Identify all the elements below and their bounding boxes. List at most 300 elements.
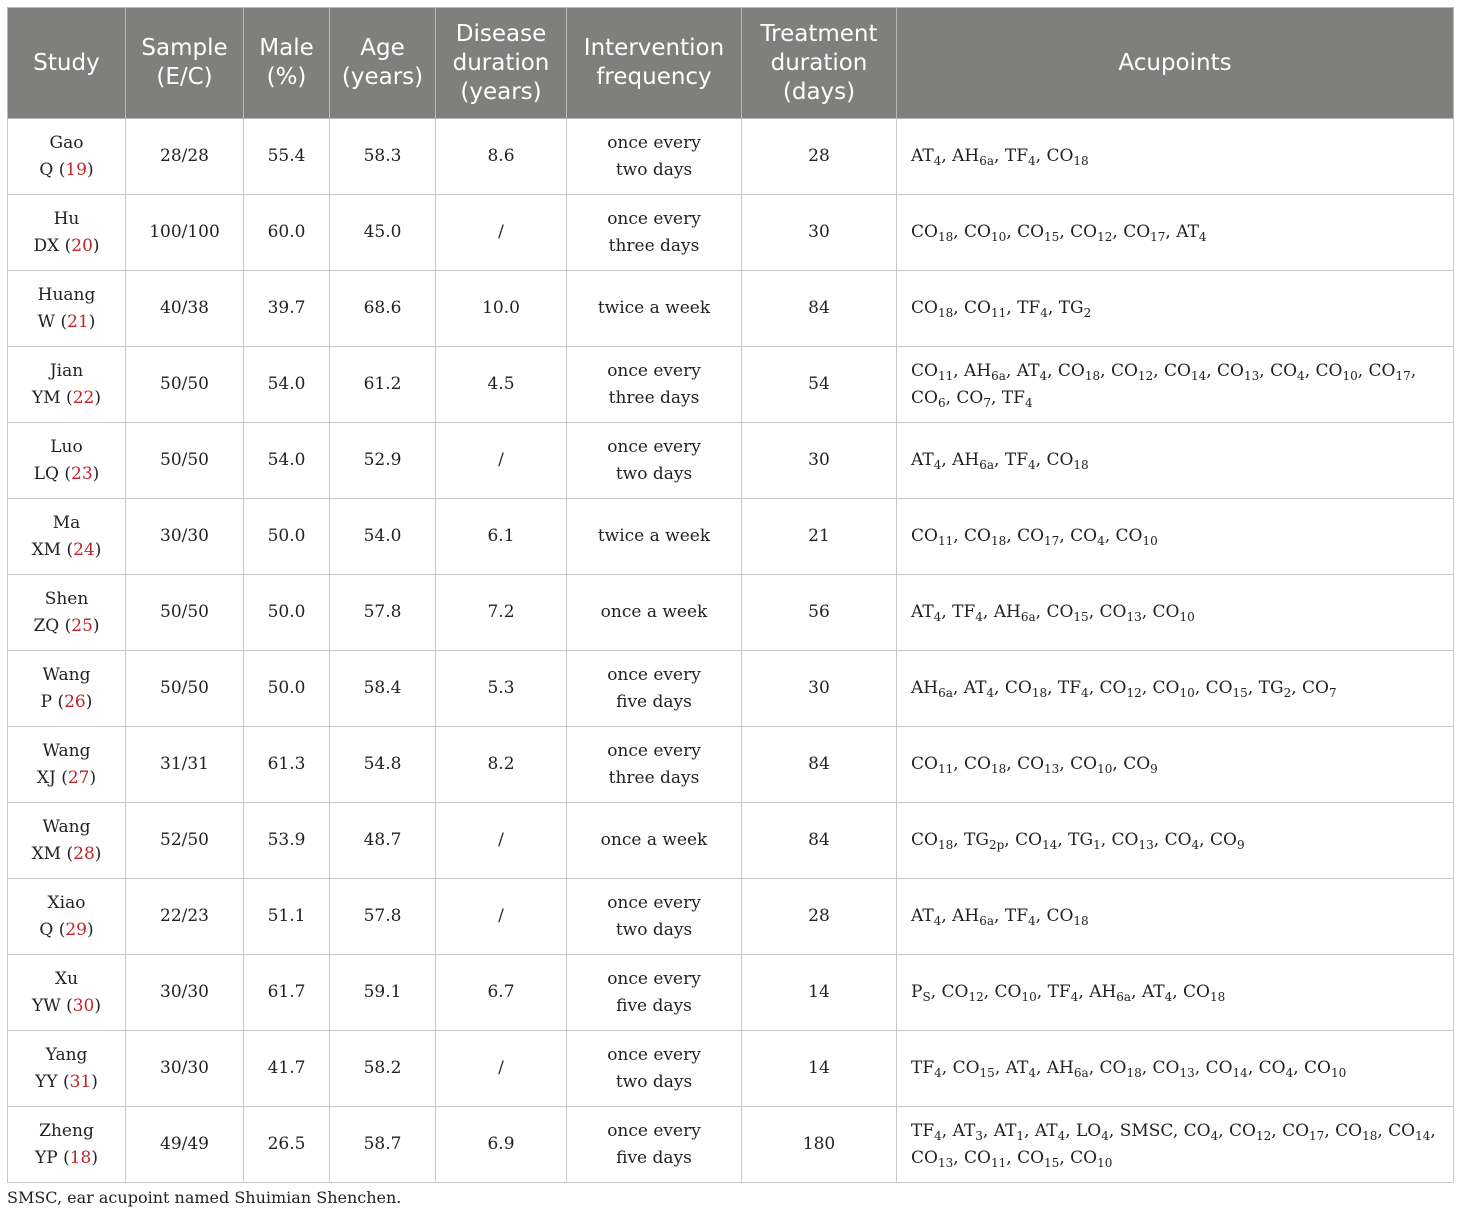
disease-duration-cell [436, 955, 567, 1031]
frequency-line-1: once every [607, 968, 701, 989]
acupoint-item [952, 602, 983, 622]
acupoint-item [911, 830, 953, 850]
sample-cell-value: 50/50 [160, 450, 209, 470]
treatment-duration-cell [742, 651, 897, 727]
acupoint-code: AH [993, 602, 1021, 622]
disease-duration-cell [436, 879, 567, 955]
age-cell-value: 54.0 [363, 526, 402, 546]
header-sample-label: Sample (E/C) [141, 35, 228, 90]
treatment-duration-value: 54 [808, 374, 830, 394]
study-reference-link[interactable]: 31 [69, 1071, 92, 1092]
acupoints-cell: $TF_4$, $AT_3$, $AT_1$, $AT_4$, $LO_4$, SMSC, $CO_4$, $CO_{12}$, $CO_{17}$, $CO_{18}$, $CO_{14}$, $CO_{13}$, $CO_{11}$, $CO_{15}$, $CO_{10}$ [897, 1107, 1454, 1183]
acupoints-cell: $CO_{18}$, $CO_{10}$, $CO_{15}$, $CO_{12}$, $CO_{17}$, $AT_4$ [897, 195, 1454, 271]
study-characteristics-table-wrapper [7, 7, 1453, 1183]
study-author-initials: XM [31, 539, 62, 560]
disease-duration-cell [436, 347, 567, 423]
acupoint-subscript: 18 [1031, 686, 1048, 700]
study-author-first: Ma [52, 512, 81, 533]
age-cell [330, 1107, 436, 1183]
acupoint-code: AT [952, 1120, 976, 1141]
study-reference-link[interactable]: 29 [65, 919, 87, 940]
study-reference-link[interactable]: 19 [65, 159, 87, 180]
age-cell-value: 52.9 [363, 450, 402, 470]
acupoint-code: CO [1229, 1120, 1256, 1141]
acupoint-item [1070, 526, 1105, 546]
acupoint-item [911, 1121, 942, 1141]
study-reference-link[interactable]: 27 [67, 767, 90, 788]
acupoint-code: CO [911, 298, 938, 318]
acupoint-item [911, 298, 953, 318]
acupoint-subscript: 4 [1210, 1128, 1219, 1143]
acupoint-code: AT [993, 1120, 1017, 1141]
acupoint-subscript: 17 [1309, 1128, 1325, 1143]
male-percent-cell-value: 54.0 [267, 374, 306, 394]
age-cell [330, 119, 436, 195]
intervention-frequency-cell [567, 119, 742, 195]
acupoint-subscript: 4 [1028, 914, 1036, 928]
acupoints-cell: $AT_4$, $AH_{6a}$, $TF_4$, $CO_{18}$ [897, 879, 1454, 955]
frequency-line-2: two days [615, 919, 693, 940]
acupoints-cell: $TF_4$, $CO_{15}$, $AT_4$, $AH_{6a}$, $CO_{18}$, $CO_{13}$, $CO_{14}$, $CO_4$, $CO_{10}$ [897, 1031, 1454, 1107]
study-reference-link[interactable]: 28 [73, 843, 95, 864]
age-cell-value: 57.8 [363, 906, 402, 926]
acupoint-item [911, 678, 953, 698]
acupoint-subscript: 12 [1255, 1128, 1272, 1143]
acupoint-code: CO [1099, 678, 1127, 698]
acupoint-item [1047, 1058, 1089, 1078]
male-percent-cell-value: 61.7 [267, 982, 306, 1002]
study-reference-link[interactable]: 22 [72, 387, 95, 408]
study-reference-link[interactable]: 20 [71, 235, 93, 256]
acupoint-code: CO [1209, 830, 1237, 850]
disease-duration-cell [436, 119, 567, 195]
male-percent-cell-value: 55.4 [267, 146, 306, 166]
age-cell [330, 423, 436, 499]
table-footnote: SMSC, ear acupoint named Shuimian Shenchen. [7, 1188, 402, 1207]
acupoint-item [1120, 1121, 1173, 1141]
intervention-frequency-cell [567, 803, 742, 879]
acupoint-subscript: 11 [937, 762, 954, 776]
acupoint-code: CO [1070, 222, 1098, 242]
male-percent-cell-value: 50.0 [267, 602, 306, 622]
acupoint-code: CO [1070, 526, 1098, 546]
acupoint-code: CO [1017, 526, 1045, 546]
acupoint-code: TG [1258, 678, 1284, 698]
acupoint-code: CO [1164, 830, 1192, 850]
acupoint-item [1017, 526, 1059, 546]
study-cell: Wang XM (28) [8, 803, 126, 879]
acupoint-code: CO [964, 1147, 991, 1168]
acupoint-item [1165, 830, 1200, 850]
treatment-duration-cell [742, 499, 897, 575]
age-cell [330, 347, 436, 423]
acupoint-item [1123, 754, 1158, 774]
treatment-duration-value: 21 [808, 526, 830, 546]
acupoint-subscript: 2 [1283, 686, 1292, 700]
acupoint-subscript: 4 [933, 610, 942, 624]
male-percent-cell-value: 50.0 [267, 526, 306, 546]
study-cell: Huang W (21) [8, 271, 126, 347]
header-treatment-duration-label: Treatment duration (days) [760, 20, 878, 105]
age-cell [330, 803, 436, 879]
acupoint-item [1076, 1121, 1109, 1141]
acupoint-code: AH [1089, 982, 1117, 1002]
acupoint-subscript: 15 [1044, 1155, 1060, 1170]
acupoint-code: AT [911, 146, 934, 166]
acupoint-item [1100, 1058, 1142, 1078]
age-cell-value: 58.3 [363, 146, 402, 166]
study-cell: Ma XM (24) [8, 499, 126, 575]
sample-cell-value: 30/30 [160, 526, 209, 546]
acupoint-item [1015, 830, 1057, 850]
acupoint-subscript: 4 [1101, 1128, 1109, 1143]
acupoint-item [911, 146, 941, 166]
acupoint-code: CO [1057, 360, 1085, 381]
treatment-duration-value: 14 [808, 982, 830, 1002]
acupoint-subscript: 14 [1232, 1066, 1248, 1080]
study-reference-link[interactable]: 24 [73, 539, 95, 560]
acupoint-item [964, 830, 1004, 850]
acupoint-code: CO [1368, 360, 1396, 381]
acupoint-subscript: 12 [1097, 230, 1113, 244]
study-author-initials: W [37, 311, 56, 332]
male-percent-cell [244, 1031, 330, 1107]
acupoint-subscript: 18 [1362, 1128, 1378, 1143]
study-author-first: Wang [42, 664, 91, 685]
male-percent-cell [244, 423, 330, 499]
treatment-duration-value: 84 [808, 754, 830, 774]
acupoint-item [1153, 678, 1195, 698]
acupoint-subscript: 6a [1116, 990, 1132, 1004]
acupoint-item [911, 361, 953, 381]
acupoint-subscript: 10 [1142, 534, 1158, 548]
acupoint-subscript: 10 [1179, 686, 1195, 700]
acupoint-subscript: 10 [1342, 368, 1358, 383]
study-reference-link[interactable]: 30 [72, 995, 95, 1016]
acupoint-item [1153, 602, 1195, 622]
study-reference-link[interactable]: 18 [69, 1147, 92, 1168]
sample-cell [126, 347, 244, 423]
acupoint-subscript: 18 [1073, 154, 1089, 168]
acupoint-item [1164, 361, 1206, 381]
acupoint-code: TF [1004, 146, 1028, 166]
disease-duration-cell [436, 1107, 567, 1183]
frequency-line-1: once every [607, 1120, 701, 1141]
acupoint-item [1017, 754, 1059, 774]
acupoint-subscript: 15 [1232, 686, 1248, 700]
sample-cell-value: 30/30 [160, 982, 209, 1002]
acupoint-subscript: 4 [934, 1066, 942, 1080]
sample-cell-value: 49/49 [160, 1134, 209, 1154]
acupoint-subscript: 4 [1070, 990, 1079, 1004]
acupoint-item [911, 1148, 953, 1168]
acupoint-subscript: 18 [937, 306, 954, 320]
disease-duration-cell-value: 8.6 [487, 146, 515, 166]
header-age-label: Age (years) [341, 35, 424, 90]
study-author-initials: ZQ [33, 615, 60, 636]
acupoint-subscript: 10 [1021, 990, 1037, 1004]
male-percent-cell [244, 195, 330, 271]
acupoint-item [956, 388, 991, 408]
acupoint-code: CO [1205, 678, 1233, 698]
frequency-line-1: twice a week [597, 526, 711, 546]
header-acupoints [897, 8, 1454, 119]
acupoint-item [911, 754, 953, 774]
treatment-duration-cell [742, 727, 897, 803]
acupoint-subscript: S [922, 990, 931, 1004]
acupoint-code: CO [1205, 1058, 1233, 1078]
sample-cell [126, 955, 244, 1031]
table-row [8, 423, 1454, 499]
sample-cell [126, 423, 244, 499]
acupoint-subscript: 6a [979, 914, 995, 928]
table-header [8, 8, 1454, 119]
study-cell: Xiao Q (29) [8, 879, 126, 955]
acupoint-code: TF [911, 1120, 935, 1141]
intervention-frequency-cell [567, 195, 742, 271]
frequency-line-1: once every [607, 892, 701, 913]
treatment-duration-cell [742, 1107, 897, 1183]
acupoint-item [952, 450, 994, 470]
frequency-line-1: once a week [600, 602, 708, 622]
acupoint-item [1112, 830, 1154, 850]
acupoint-item [1058, 678, 1089, 698]
acupoint-subscript: 6a [938, 686, 953, 700]
study-author-first: Wang [42, 740, 91, 761]
acupoint-code: CO [1164, 360, 1191, 381]
male-percent-cell [244, 803, 330, 879]
acupoint-item [964, 361, 1006, 381]
acupoint-code: CO [1282, 1120, 1310, 1141]
acupoint-subscript: 7 [1328, 686, 1337, 700]
acupoint-code: CO [1046, 602, 1074, 622]
acupoint-subscript: 4 [1028, 1066, 1036, 1080]
acupoint-subscript: 17 [1150, 230, 1166, 244]
acupoint-item [964, 222, 1006, 242]
acupoint-code: AT [963, 678, 987, 698]
acupoint-code: SMSC [1119, 1120, 1173, 1141]
acupoint-subscript: 11 [937, 368, 954, 383]
sample-cell [126, 879, 244, 955]
acupoint-code: CO [1099, 602, 1127, 622]
acupoint-code: AT [911, 450, 934, 470]
header-male-label: Male (%) [259, 35, 314, 90]
study-author-first: Huang [37, 284, 96, 305]
study-author-first: Shen [44, 588, 89, 609]
acupoint-code: CO [1183, 982, 1210, 1002]
acupoint-subscript: 13 [1044, 762, 1060, 776]
acupoint-code: TF [952, 602, 976, 622]
acupoint-subscript: 11 [937, 534, 954, 548]
disease-duration-cell-value: / [498, 222, 504, 242]
acupoints-cell: $CO_{11}$, $AH_{6a}$, $AT_4$, $CO_{18}$, $CO_{12}$, $CO_{14}$, $CO_{13}$, $CO_4$, $CO_{10}$, $CO_{17}$, $CO_6$, $CO_7$, $TF_4$ [897, 347, 1454, 423]
acupoint-item [911, 982, 931, 1002]
treatment-duration-cell [742, 119, 897, 195]
acupoint-code: AH [964, 360, 992, 381]
disease-duration-cell-value: 7.2 [487, 602, 515, 622]
acupoint-code: CO [1017, 1147, 1045, 1168]
treatment-duration-value: 30 [808, 450, 830, 470]
age-cell-value: 58.4 [363, 678, 402, 698]
treatment-duration-value: 30 [808, 678, 830, 698]
acupoint-item [1369, 361, 1411, 381]
treatment-duration-value: 84 [808, 830, 830, 850]
acupoint-code: CO [1217, 360, 1244, 381]
study-author-first: Xiao [47, 892, 86, 913]
header-study [8, 8, 126, 119]
male-percent-cell-value: 39.7 [267, 298, 306, 318]
frequency-line-2: three days [608, 387, 700, 408]
frequency-line-1: once every [607, 664, 701, 685]
disease-duration-cell-value: 4.5 [487, 374, 515, 394]
acupoint-code: TF [1047, 982, 1071, 1002]
intervention-frequency-cell [567, 1031, 742, 1107]
acupoint-code: CO [911, 387, 938, 408]
intervention-frequency-cell [567, 575, 742, 651]
acupoint-item [952, 906, 994, 926]
study-reference-link[interactable]: 26 [64, 691, 86, 712]
acupoint-subscript: 4 [1198, 230, 1207, 244]
sample-cell-value: 30/30 [160, 1058, 209, 1078]
acupoint-code: AT [1034, 1120, 1058, 1141]
acupoint-code: CO [956, 387, 984, 408]
acupoints-cell: $AH_{6a}$, $AT_4$, $CO_{18}$, $TF_4$, $CO_{12}$, $CO_{10}$, $CO_{15}$, $TG_2$, $CO_7$ [897, 651, 1454, 727]
male-percent-cell-value: 53.9 [267, 830, 306, 850]
disease-duration-cell-value: 6.9 [487, 1134, 515, 1154]
table-row [8, 575, 1454, 651]
frequency-line-2: two days [615, 1071, 693, 1092]
study-reference-link[interactable]: 21 [67, 311, 89, 332]
age-cell-value: 58.7 [363, 1134, 402, 1154]
acupoint-code: CO [1270, 360, 1298, 381]
acupoint-code: LO [1076, 1120, 1102, 1141]
study-reference-link[interactable]: 23 [71, 463, 93, 484]
age-cell-value: 59.1 [363, 982, 402, 1002]
acupoint-subscript: 18 [1073, 458, 1089, 472]
header-disease-duration-label: Disease duration (years) [452, 20, 550, 105]
disease-duration-cell [436, 195, 567, 271]
acupoint-subscript: 13 [1179, 1066, 1195, 1080]
acupoint-subscript: 6a [991, 368, 1006, 383]
acupoint-item [911, 450, 941, 470]
header-age [330, 8, 436, 119]
acupoint-code: TF [1001, 387, 1025, 408]
acupoint-code: CO [911, 526, 938, 546]
treatment-duration-value: 30 [808, 222, 830, 242]
acupoint-subscript: 10 [1097, 762, 1113, 776]
acupoint-subscript: 4 [1285, 1066, 1294, 1080]
acupoint-item [1017, 1148, 1059, 1168]
frequency-line-2: three days [608, 235, 700, 256]
acupoint-code: AT [1016, 360, 1040, 381]
acupoint-code: AT [1141, 982, 1165, 1002]
acupoint-item [1206, 678, 1248, 698]
acupoint-item [1058, 361, 1100, 381]
acupoint-code: AT [911, 906, 934, 926]
acupoint-code: CO [1388, 1120, 1416, 1141]
acupoint-item [964, 754, 1006, 774]
acupoint-code: CO [1017, 754, 1045, 774]
frequency-line-1: once every [607, 132, 701, 153]
frequency-line-1: twice a week [597, 298, 711, 318]
acupoint-code: CO [1152, 1058, 1180, 1078]
treatment-duration-value: 56 [808, 602, 830, 622]
male-percent-cell [244, 499, 330, 575]
disease-duration-cell-value: / [498, 906, 504, 926]
acupoint-code: CO [911, 1147, 938, 1168]
acupoint-subscript: 17 [1395, 368, 1411, 383]
acupoint-code: CO [964, 298, 991, 318]
acupoint-subscript: 10 [991, 230, 1007, 244]
acupoint-item [1210, 830, 1245, 850]
disease-duration-cell [436, 575, 567, 651]
acupoint-subscript: 4 [975, 610, 983, 624]
study-reference-link[interactable]: 25 [71, 615, 93, 636]
treatment-duration-value: 180 [802, 1134, 836, 1154]
acupoint-code: AT [1176, 222, 1199, 242]
table-row [8, 1107, 1454, 1183]
acupoint-item [953, 1058, 995, 1078]
intervention-frequency-cell [567, 1107, 742, 1183]
acupoint-item [1153, 1058, 1195, 1078]
frequency-line-2: three days [608, 767, 700, 788]
acupoint-subscript: 4 [1040, 306, 1048, 320]
acupoint-item [1316, 361, 1358, 381]
acupoint-item [1229, 1121, 1271, 1141]
male-percent-cell-value: 54.0 [267, 450, 306, 470]
acupoint-item [1100, 678, 1142, 698]
acupoint-item [911, 388, 946, 408]
acupoint-code: TF [1017, 298, 1041, 318]
table-row [8, 195, 1454, 271]
acupoint-item [911, 1058, 942, 1078]
acupoint-code: CO [1258, 1058, 1286, 1078]
acupoint-subscript: 6a [1020, 610, 1036, 624]
acupoint-item [911, 526, 953, 546]
acupoint-code: TG [1058, 298, 1084, 318]
acupoint-item [1070, 1148, 1112, 1168]
acupoint-subscript: 4 [1191, 838, 1200, 852]
acupoint-code: CO [1099, 1058, 1127, 1078]
frequency-line-1: once every [607, 208, 701, 229]
header-disease-duration [436, 8, 567, 119]
acupoint-code: CO [964, 754, 991, 774]
acupoint-item [1005, 146, 1036, 166]
acupoint-item [1206, 1058, 1248, 1078]
disease-duration-cell-value: 10.0 [482, 298, 520, 318]
acupoint-item [1089, 982, 1131, 1002]
frequency-line-1: once every [607, 1044, 701, 1065]
acupoint-subscript: 10 [1331, 1066, 1347, 1080]
acupoint-subscript: 4 [1297, 368, 1305, 383]
study-author-first: Gao [49, 132, 84, 153]
male-percent-cell [244, 271, 330, 347]
frequency-line-1: once every [607, 436, 701, 457]
age-cell [330, 879, 436, 955]
acupoint-item [953, 1121, 983, 1141]
acupoint-subscript: 4 [1024, 395, 1033, 410]
study-cell: Shen ZQ (25) [8, 575, 126, 651]
study-author-initials: YM [32, 387, 61, 408]
acupoint-subscript: 17 [1044, 534, 1060, 548]
acupoints-cell: $CO_{11}$, $CO_{18}$, $CO_{13}$, $CO_{10}$, $CO_9$ [897, 727, 1454, 803]
acupoint-code: AH [952, 906, 980, 926]
acupoint-code: CO [1111, 830, 1139, 850]
acupoint-subscript: 2 [1083, 306, 1092, 320]
treatment-duration-cell [742, 347, 897, 423]
header-sample [126, 8, 244, 119]
acupoint-subscript: 13 [937, 1155, 954, 1170]
